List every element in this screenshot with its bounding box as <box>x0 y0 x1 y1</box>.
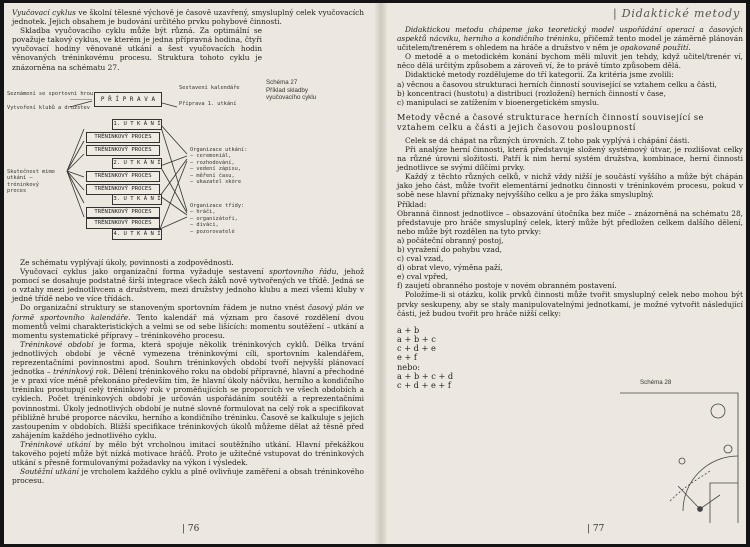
text-run: Vyučovací cyklus <box>12 8 76 17</box>
text-run: , přičemž tento model je záměrně plánován učitelem/trenérem s ohledem na hráče a družstvo v něm je <box>397 34 743 53</box>
text-run: by mělo být vrcholnou imitací soutěžního utkání. Hlavní překážkou takového pojetí může být nízká motivace hráčů. Proto je užitečné vstupovat do tréninkových utkání s přesně formulovanými požadavky na výkon i výsledek. <box>12 439 364 468</box>
right-para-3: Didaktické metody rozdělujeme do tří kategorií. Za kritéria jsme zvolili: <box>405 70 674 80</box>
text-run: . Tento kalendář má význam pro časové rozdělení dvou momentů velmi charakteristických a velmi se od sebe lišících: momentu soutěžení – utkání a momentu systematické přípravy – tréninkového procesu. <box>12 312 364 340</box>
text-run: Soutěžní utkání <box>20 467 79 477</box>
box-utkani-3: 3. U T K Á N Í <box>112 194 162 205</box>
text-run: Tréninkové utkání <box>20 439 91 449</box>
text-run: tréninkový rok <box>53 367 109 377</box>
left-para-4 <box>12 267 364 303</box>
text-run: , jehož pomocí se dosahuje podstatně širší integrace všech žáků nově vytvořených ve třídě. Jedná se o vztahy mezi jednotlivcem a družstvem, mezi družstvy jednoho klubu a mezi všemi kluby v jedné třídě nebo ve více třídách. <box>12 267 364 304</box>
element-item: c) cval vzad, <box>397 254 444 264</box>
label-sestaveni: Sestavení kalendáře <box>179 85 240 91</box>
right-para-8: Položíme-li si otázku, kolik prvků činnosti může tvořit smysluplný celek nebo mohou být prvky seskupeny, aby se staly manipulovatelnými jednotkami, je možné vytvořit následující části, jež budou tvořit pro hráče nižší celky: <box>397 290 743 318</box>
text-run: . <box>688 43 691 53</box>
criteria-item: b) koncentraci (hustotu) a distribuci (rozložení) herních činností v čase, <box>397 88 666 98</box>
element-item: d) obrat vlevo, výměna paží, <box>397 263 503 273</box>
label-vytvoreni: Vytvoření klubů a družstev <box>7 105 90 111</box>
right-para-7: Obranná činnost jednotlivce – obsazování útočníka bez míče – znázorněná na schématu 28, představuje pro hráče smysluplný celek, který může být předložen celkem dalšího dělení, nebo může být rozdělen na tyto prvky: <box>397 208 743 236</box>
elements-list <box>397 236 743 291</box>
box-trenink-3: TRÉNINKOVÝ PROCES <box>86 171 160 182</box>
box-priprava: P Ř Í P R A V A <box>94 92 162 107</box>
element-item: e) cval vpřed, <box>397 272 448 282</box>
formula-item: c + d + e <box>397 343 436 354</box>
text-run: sportovního řádu <box>269 267 337 277</box>
text-run: ve školní tělesné výchově je časově uzavřený, smysluplný celek vyučovacích jednotek. Jejich obsahem je budování určitého prvku pohybové činnosti. <box>12 8 364 27</box>
box-trenink-6: TRÉNINKOVÝ PROCES <box>86 218 160 229</box>
left-para-2: Skladba vyučovacího cyklu může být různá. Za optimální se považuje takový cyklus, ve kterém je jedna přípravná hodina, čtyři vyučovací hodiny věnované utkání a šest vyučovacích hodin věnovaných tréninkovému procesu. Struktura tohoto cyklu je znázorněna na schématu 27. <box>12 26 262 72</box>
box-trenink-1: TRÉNINKOVÝ PROCES <box>86 132 160 143</box>
right-para-5: Při analýze herní činnosti, která představuje složený systémový útvar, je rozlišovat celky na různé úrovni složitosti. Patří k nim herní systém družstva, kombinace, herní činnosti jednotlivce se svými dílčími prvky. <box>397 144 743 173</box>
schema-28 <box>610 379 740 524</box>
formula-item: a + b <box>397 324 420 335</box>
label-organizace-utkani: Organizace utkání: – ceremoniál, – rozhodování, – vedení zápisu, – měření času, – ukazatel skóre <box>190 147 248 186</box>
label-priprava-utkani: Příprava 1. utkání <box>179 101 237 107</box>
left-page <box>4 3 376 544</box>
formula-item: nebo: <box>397 361 421 372</box>
court-diagram <box>610 391 740 526</box>
right-para-6: Každý z těchto různých celků, v nichž vždy nižší je součástí vyššího a může být chápán jako jeho část, může tvořit elementární jednotku činnosti v tréninkovém procesu, pokud v sobě nese hlavní příznaky nejvyššího celku a je pro žáka smysluplný. <box>397 172 743 200</box>
right-para-4: Celek se dá chápat na různých úrovních. Z toho pak vyplývá i chápání části. <box>405 135 690 145</box>
diagram-connectors <box>12 99 352 254</box>
box-utkani-2: 2. U T K Á N Í <box>112 158 162 169</box>
text-run: Ze schématu vyplývají úkoly, povinnosti a zodpovědnosti. <box>20 258 234 267</box>
right-page <box>387 3 746 544</box>
box-trenink-2: TRÉNINKOVÝ PROCES <box>86 145 160 156</box>
text-run: . Dělení tréninkového roku na období přípravné, hlavní a přechodné je v praxi více méně překonáno především tím, že hlavní úkoly náčviku, herního a kondičního tréninku prostupují celý tréninkový rok v proměňujících se proporcích ve všech obdobích a cyklech. Počet tréninkových období je určován uspořádáním soutěží a reprezentačními povinnostmi. Úkoly jednotlivých období je nutné slovně formulovat na celý rok a specifikovat přibližně hrubé proporce nácviku, herního a kondičního tréninku. Časově se kalkuluje s jejich zastoupením v obdobích. Bližší specifikace tréninkových úkolů můžeme dělat až těsně před zahájením každého jednotlivého cyklu. <box>12 367 365 440</box>
left-para-6 <box>12 340 364 440</box>
left-para-5 <box>12 303 364 339</box>
formula-item: a + b + c + d <box>397 370 454 381</box>
schema-27-subtitle: Příklad skladby vyučovacího cyklu <box>266 86 317 101</box>
text-run: časový plán ve formě sportovního kalendáře <box>12 303 364 322</box>
text-run: Do organizační struktury se stanoveným sportovním řádem je nutno vnést <box>20 303 308 313</box>
criteria-list <box>397 80 743 107</box>
running-header: | Didaktické metody <box>612 7 740 20</box>
criteria-item: c) manipulaci se zatížením v bioenergetickém smyslu. <box>397 97 600 107</box>
right-para-2: O metodě a o metodickém konání bychom měli mluvit jen tehdy, když učitel/trenér ví, něco dělá určitým způsobem a zároveň ví, že to právě tímto způsobem dělá. <box>397 52 743 71</box>
schema-27-title: Schéma 27 <box>266 79 298 86</box>
formula-item: e + f <box>397 352 417 363</box>
text-run: Tréninkové období <box>20 339 94 349</box>
element-item: f) zaujetí obranného postoje v novém obranném postavení. <box>397 281 617 291</box>
box-utkani-1: 1. U T K Á N Í <box>112 119 162 130</box>
formula-item: c + d + e + f <box>397 379 451 390</box>
book-gutter <box>375 3 387 544</box>
box-utkani-4: 4. U T K Á N Í <box>112 229 162 240</box>
left-para-intro <box>12 8 364 26</box>
left-para-8 <box>12 467 364 485</box>
text-run: je vrcholem každého cyklu a plně ovlivňuje zaměření a obsah tréninkového procesu. <box>12 467 364 486</box>
left-para-3 <box>12 258 364 267</box>
text-run: je forma, která spojuje několik tréninkových cyklů. Délka trvání jednotlivých období je věcně vymezena tréninkovými cíli, sportovním kalendářem, reprezentačními povinnostmi apod. Souhrn tréninkových období tvoří nejvyšší plánovací jednotka – <box>12 339 364 377</box>
section-heading: Metody věcné a časové strukturace herních činností související se vztahem celku a části a jejich časovou posloupností <box>397 111 704 132</box>
criteria-item: a) věcnou a časovou strukturaci herních činností související se vztahem celku a části, <box>397 79 717 89</box>
text-run: Didaktickou metodu chápeme jako teoretický model uspořádání operací a časových aspektů nácviku, herního a kondičního tréninku <box>397 25 743 44</box>
schema-28-title: Schéma 28 <box>640 379 672 386</box>
left-para-7 <box>12 440 364 467</box>
label-seznameni: Seznámení se sportovní hrou <box>7 91 94 97</box>
formula-item: a + b + c <box>397 333 436 344</box>
right-page-number: | 77 <box>587 524 605 534</box>
right-para-1 <box>397 25 743 52</box>
element-item: b) vyražení do pohybu vzad, <box>397 244 503 254</box>
box-trenink-4: TRÉNINKOVÝ PROCES <box>86 184 160 195</box>
left-page-number: | 76 <box>182 524 200 534</box>
text-run: Vyučovací cyklus jako organizační forma vyžaduje sestavení <box>20 267 270 277</box>
label-organizace-tridy: Organizace třídy: – hráči, – organizátoři, – diváci, – pozorovatelé <box>190 203 245 235</box>
element-item: a) počáteční obranný postoj, <box>397 235 504 245</box>
text-run: opakovaně použití <box>620 43 689 53</box>
example-label: Příklad: <box>397 199 427 209</box>
label-skutecnost: Skutečnost mimo utkání – tréninkový proces <box>7 169 55 195</box>
book-spread <box>4 3 746 544</box>
box-trenink-5: TRÉNINKOVÝ PROCES <box>86 207 160 218</box>
